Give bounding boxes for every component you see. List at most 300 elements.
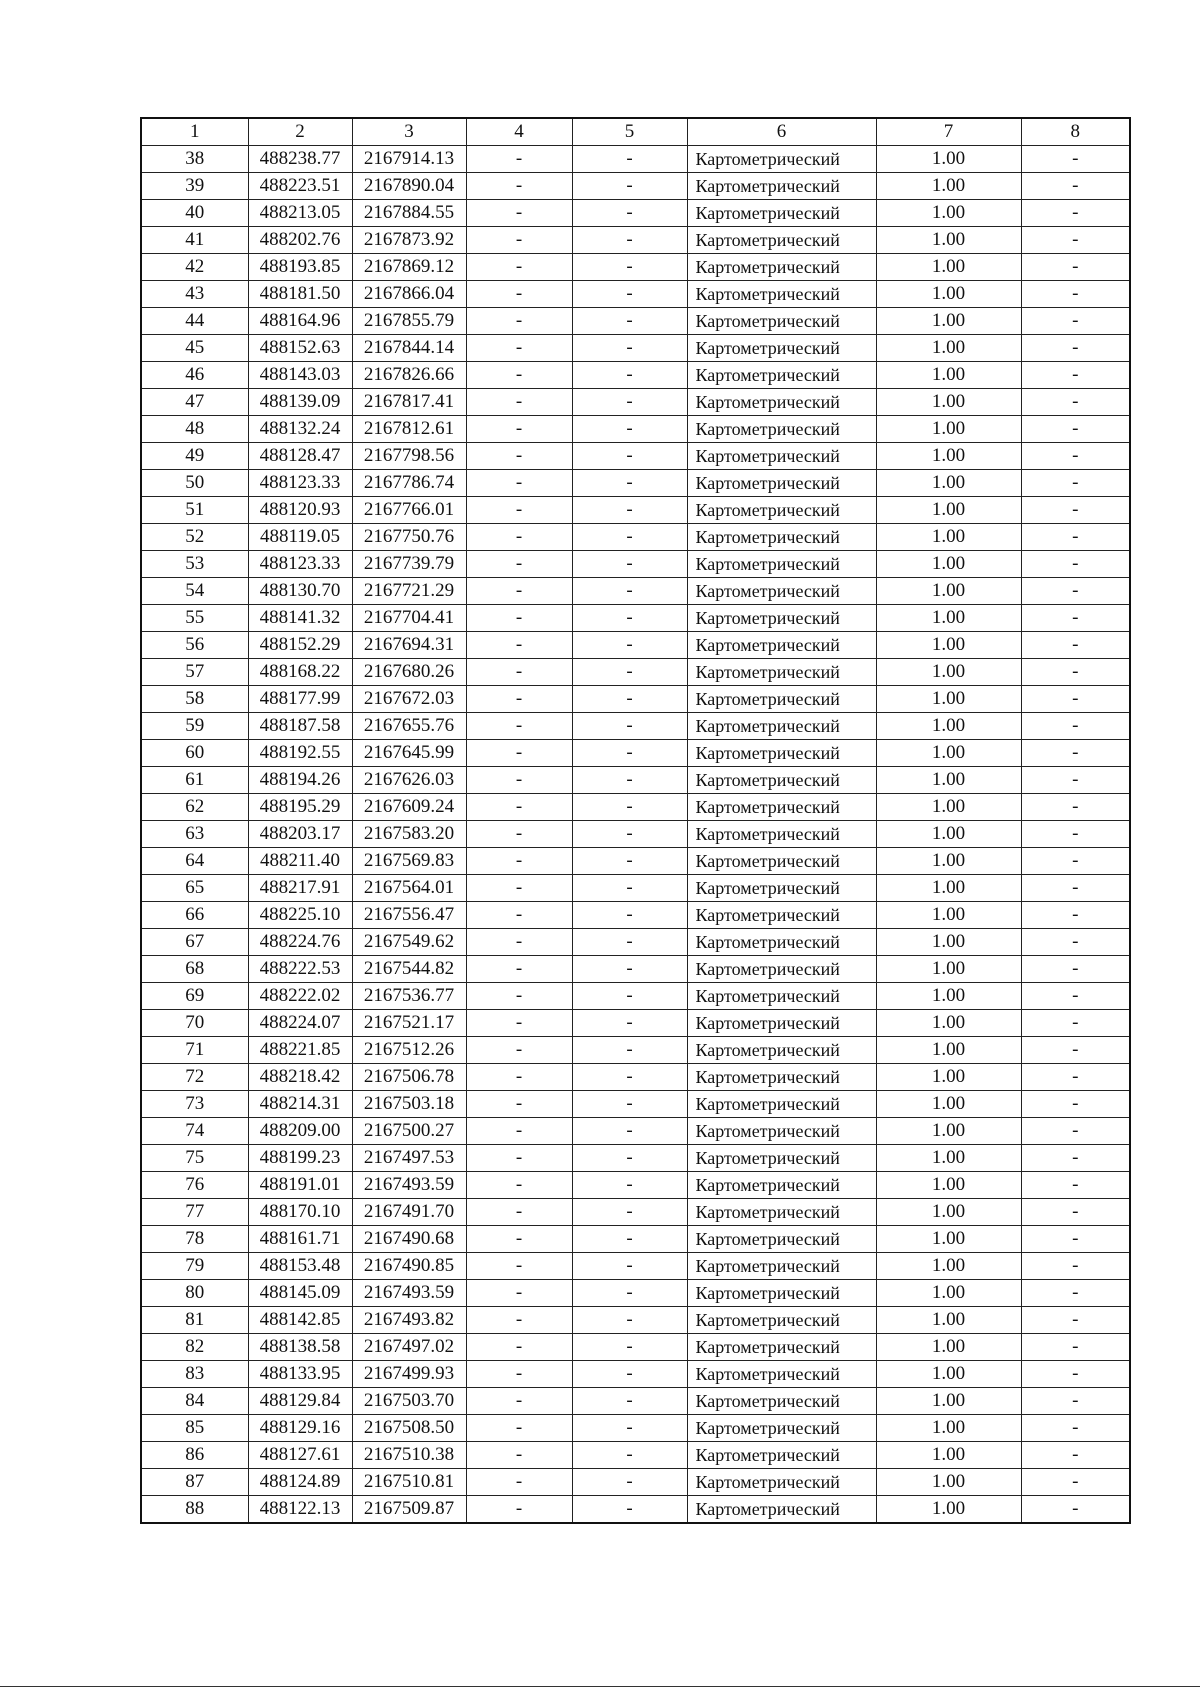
table-row	[141, 821, 1130, 848]
cell-col-5: -	[572, 1172, 687, 1199]
cell-method: Картометрический	[687, 740, 876, 767]
cell-y-coordinate: 2167512.26	[352, 1037, 466, 1064]
cell-method: Картометрический	[687, 335, 876, 362]
cell-col-4: -	[466, 983, 572, 1010]
table-body	[141, 146, 1130, 1524]
table-row	[141, 389, 1130, 416]
cell-col-8: -	[1021, 1118, 1130, 1145]
table-row	[141, 1307, 1130, 1334]
cell-point-number: 45	[141, 335, 248, 362]
cell-col-5: -	[572, 1307, 687, 1334]
cell-point-number: 43	[141, 281, 248, 308]
table-row	[141, 686, 1130, 713]
cell-col-8: -	[1021, 1226, 1130, 1253]
cell-method: Картометрический	[687, 1442, 876, 1469]
cell-x-coordinate: 488161.71	[248, 1226, 352, 1253]
cell-y-coordinate: 2167680.26	[352, 659, 466, 686]
cell-method: Картометрический	[687, 659, 876, 686]
cell-y-coordinate: 2167694.31	[352, 632, 466, 659]
cell-accuracy: 1.00	[876, 929, 1021, 956]
cell-method: Картометрический	[687, 1496, 876, 1524]
table-row	[141, 1415, 1130, 1442]
cell-col-4: -	[466, 443, 572, 470]
cell-x-coordinate: 488152.63	[248, 335, 352, 362]
cell-col-4: -	[466, 1334, 572, 1361]
cell-col-5: -	[572, 254, 687, 281]
cell-accuracy: 1.00	[876, 416, 1021, 443]
cell-accuracy: 1.00	[876, 821, 1021, 848]
cell-point-number: 78	[141, 1226, 248, 1253]
cell-col-5: -	[572, 200, 687, 227]
cell-col-5: -	[572, 1037, 687, 1064]
cell-col-4: -	[466, 875, 572, 902]
cell-method: Картометрический	[687, 632, 876, 659]
cell-col-5: -	[572, 740, 687, 767]
cell-method: Картометрический	[687, 524, 876, 551]
cell-col-4: -	[466, 1037, 572, 1064]
table-row	[141, 1037, 1130, 1064]
cell-x-coordinate: 488123.33	[248, 551, 352, 578]
cell-y-coordinate: 2167855.79	[352, 308, 466, 335]
cell-point-number: 66	[141, 902, 248, 929]
cell-col-5: -	[572, 1199, 687, 1226]
cell-accuracy: 1.00	[876, 335, 1021, 362]
table-row	[141, 1226, 1130, 1253]
cell-method: Картометрический	[687, 281, 876, 308]
cell-col-5: -	[572, 335, 687, 362]
cell-y-coordinate: 2167704.41	[352, 605, 466, 632]
cell-col-8: -	[1021, 1064, 1130, 1091]
cell-y-coordinate: 2167544.82	[352, 956, 466, 983]
cell-x-coordinate: 488209.00	[248, 1118, 352, 1145]
cell-col-4: -	[466, 929, 572, 956]
cell-x-coordinate: 488153.48	[248, 1253, 352, 1280]
cell-x-coordinate: 488194.26	[248, 767, 352, 794]
cell-point-number: 82	[141, 1334, 248, 1361]
cell-point-number: 76	[141, 1172, 248, 1199]
cell-accuracy: 1.00	[876, 740, 1021, 767]
header-cell-6: 6	[687, 118, 876, 146]
cell-y-coordinate: 2167564.01	[352, 875, 466, 902]
cell-col-4: -	[466, 1010, 572, 1037]
cell-x-coordinate: 488217.91	[248, 875, 352, 902]
cell-col-4: -	[466, 200, 572, 227]
cell-col-5: -	[572, 821, 687, 848]
cell-x-coordinate: 488187.58	[248, 713, 352, 740]
cell-point-number: 88	[141, 1496, 248, 1524]
cell-x-coordinate: 488218.42	[248, 1064, 352, 1091]
cell-x-coordinate: 488211.40	[248, 848, 352, 875]
cell-col-5: -	[572, 443, 687, 470]
cell-col-4: -	[466, 1361, 572, 1388]
cell-x-coordinate: 488145.09	[248, 1280, 352, 1307]
cell-col-4: -	[466, 686, 572, 713]
table-row	[141, 983, 1130, 1010]
table-row	[141, 1172, 1130, 1199]
cell-method: Картометрический	[687, 821, 876, 848]
cell-accuracy: 1.00	[876, 1442, 1021, 1469]
cell-y-coordinate: 2167508.50	[352, 1415, 466, 1442]
table-row	[141, 308, 1130, 335]
cell-y-coordinate: 2167493.59	[352, 1280, 466, 1307]
table-row	[141, 1091, 1130, 1118]
cell-method: Картометрический	[687, 416, 876, 443]
cell-col-4: -	[466, 1496, 572, 1524]
table-row	[141, 929, 1130, 956]
cell-col-8: -	[1021, 497, 1130, 524]
cell-point-number: 73	[141, 1091, 248, 1118]
cell-col-8: -	[1021, 1091, 1130, 1118]
cell-col-5: -	[572, 227, 687, 254]
cell-y-coordinate: 2167493.82	[352, 1307, 466, 1334]
cell-col-4: -	[466, 173, 572, 200]
cell-col-8: -	[1021, 956, 1130, 983]
table-row	[141, 767, 1130, 794]
table-row	[141, 1145, 1130, 1172]
cell-point-number: 51	[141, 497, 248, 524]
cell-y-coordinate: 2167626.03	[352, 767, 466, 794]
cell-y-coordinate: 2167645.99	[352, 740, 466, 767]
table-row	[141, 335, 1130, 362]
cell-method: Картометрический	[687, 605, 876, 632]
cell-y-coordinate: 2167493.59	[352, 1172, 466, 1199]
table-row	[141, 470, 1130, 497]
cell-y-coordinate: 2167721.29	[352, 578, 466, 605]
cell-col-4: -	[466, 335, 572, 362]
cell-col-8: -	[1021, 1280, 1130, 1307]
cell-method: Картометрический	[687, 767, 876, 794]
cell-col-5: -	[572, 1361, 687, 1388]
cell-y-coordinate: 2167786.74	[352, 470, 466, 497]
cell-col-8: -	[1021, 281, 1130, 308]
cell-method: Картометрический	[687, 254, 876, 281]
cell-col-8: -	[1021, 443, 1130, 470]
cell-accuracy: 1.00	[876, 956, 1021, 983]
cell-accuracy: 1.00	[876, 902, 1021, 929]
table-row	[141, 578, 1130, 605]
cell-col-4: -	[466, 497, 572, 524]
cell-y-coordinate: 2167890.04	[352, 173, 466, 200]
cell-x-coordinate: 488164.96	[248, 308, 352, 335]
cell-point-number: 57	[141, 659, 248, 686]
table-row	[141, 740, 1130, 767]
cell-point-number: 47	[141, 389, 248, 416]
cell-y-coordinate: 2167491.70	[352, 1199, 466, 1226]
cell-col-4: -	[466, 470, 572, 497]
cell-point-number: 77	[141, 1199, 248, 1226]
cell-col-4: -	[466, 524, 572, 551]
cell-x-coordinate: 488133.95	[248, 1361, 352, 1388]
cell-col-5: -	[572, 1118, 687, 1145]
cell-point-number: 38	[141, 146, 248, 173]
cell-col-5: -	[572, 1334, 687, 1361]
cell-col-5: -	[572, 767, 687, 794]
cell-y-coordinate: 2167583.20	[352, 821, 466, 848]
cell-accuracy: 1.00	[876, 1172, 1021, 1199]
cell-x-coordinate: 488214.31	[248, 1091, 352, 1118]
cell-x-coordinate: 488120.93	[248, 497, 352, 524]
cell-method: Картометрический	[687, 1172, 876, 1199]
cell-y-coordinate: 2167536.77	[352, 983, 466, 1010]
cell-accuracy: 1.00	[876, 767, 1021, 794]
cell-accuracy: 1.00	[876, 497, 1021, 524]
cell-y-coordinate: 2167503.70	[352, 1388, 466, 1415]
cell-point-number: 65	[141, 875, 248, 902]
cell-col-5: -	[572, 956, 687, 983]
cell-method: Картометрический	[687, 902, 876, 929]
table-row	[141, 1064, 1130, 1091]
header-cell-1: 1	[141, 118, 248, 146]
cell-col-5: -	[572, 1064, 687, 1091]
cell-col-8: -	[1021, 1469, 1130, 1496]
cell-point-number: 55	[141, 605, 248, 632]
cell-accuracy: 1.00	[876, 1307, 1021, 1334]
cell-method: Картометрический	[687, 1145, 876, 1172]
table-row	[141, 524, 1130, 551]
cell-col-4: -	[466, 605, 572, 632]
cell-y-coordinate: 2167569.83	[352, 848, 466, 875]
cell-col-5: -	[572, 1442, 687, 1469]
cell-point-number: 86	[141, 1442, 248, 1469]
table-row	[141, 1334, 1130, 1361]
cell-col-4: -	[466, 1226, 572, 1253]
cell-col-8: -	[1021, 1199, 1130, 1226]
cell-method: Картометрический	[687, 1199, 876, 1226]
cell-method: Картометрический	[687, 983, 876, 1010]
cell-x-coordinate: 488127.61	[248, 1442, 352, 1469]
cell-accuracy: 1.00	[876, 1064, 1021, 1091]
cell-col-4: -	[466, 713, 572, 740]
cell-point-number: 56	[141, 632, 248, 659]
cell-col-8: -	[1021, 362, 1130, 389]
table-row	[141, 1469, 1130, 1496]
cell-point-number: 63	[141, 821, 248, 848]
table-row	[141, 551, 1130, 578]
cell-col-4: -	[466, 416, 572, 443]
cell-point-number: 75	[141, 1145, 248, 1172]
cell-method: Картометрический	[687, 1469, 876, 1496]
cell-x-coordinate: 488225.10	[248, 902, 352, 929]
cell-col-4: -	[466, 659, 572, 686]
cell-y-coordinate: 2167844.14	[352, 335, 466, 362]
cell-x-coordinate: 488222.53	[248, 956, 352, 983]
cell-col-8: -	[1021, 821, 1130, 848]
cell-col-4: -	[466, 1145, 572, 1172]
cell-col-5: -	[572, 1415, 687, 1442]
cell-point-number: 70	[141, 1010, 248, 1037]
cell-col-5: -	[572, 470, 687, 497]
cell-x-coordinate: 488122.13	[248, 1496, 352, 1524]
cell-y-coordinate: 2167817.41	[352, 389, 466, 416]
cell-x-coordinate: 488192.55	[248, 740, 352, 767]
cell-point-number: 79	[141, 1253, 248, 1280]
cell-method: Картометрический	[687, 146, 876, 173]
table-row	[141, 902, 1130, 929]
cell-col-5: -	[572, 1496, 687, 1524]
cell-col-8: -	[1021, 524, 1130, 551]
cell-x-coordinate: 488221.85	[248, 1037, 352, 1064]
cell-point-number: 80	[141, 1280, 248, 1307]
cell-col-5: -	[572, 389, 687, 416]
coordinates-table	[140, 117, 1131, 1524]
cell-point-number: 54	[141, 578, 248, 605]
cell-col-8: -	[1021, 1415, 1130, 1442]
cell-col-8: -	[1021, 146, 1130, 173]
cell-col-8: -	[1021, 740, 1130, 767]
cell-accuracy: 1.00	[876, 470, 1021, 497]
cell-col-8: -	[1021, 1334, 1130, 1361]
cell-col-4: -	[466, 1388, 572, 1415]
table-row	[141, 497, 1130, 524]
cell-col-4: -	[466, 632, 572, 659]
cell-point-number: 68	[141, 956, 248, 983]
cell-point-number: 62	[141, 794, 248, 821]
cell-col-8: -	[1021, 794, 1130, 821]
table-row	[141, 605, 1130, 632]
table-row	[141, 1118, 1130, 1145]
cell-method: Картометрический	[687, 929, 876, 956]
cell-col-8: -	[1021, 1307, 1130, 1334]
cell-y-coordinate: 2167869.12	[352, 254, 466, 281]
header-cell-8: 8	[1021, 118, 1130, 146]
cell-y-coordinate: 2167490.68	[352, 1226, 466, 1253]
cell-y-coordinate: 2167556.47	[352, 902, 466, 929]
cell-accuracy: 1.00	[876, 281, 1021, 308]
cell-accuracy: 1.00	[876, 551, 1021, 578]
cell-x-coordinate: 488222.02	[248, 983, 352, 1010]
page-bottom-rule	[0, 1686, 1200, 1687]
cell-y-coordinate: 2167497.02	[352, 1334, 466, 1361]
cell-col-8: -	[1021, 686, 1130, 713]
table-row	[141, 848, 1130, 875]
cell-y-coordinate: 2167812.61	[352, 416, 466, 443]
cell-x-coordinate: 488130.70	[248, 578, 352, 605]
cell-x-coordinate: 488141.32	[248, 605, 352, 632]
table-row	[141, 1280, 1130, 1307]
cell-x-coordinate: 488138.58	[248, 1334, 352, 1361]
cell-method: Картометрический	[687, 1064, 876, 1091]
header-cell-5: 5	[572, 118, 687, 146]
cell-col-8: -	[1021, 335, 1130, 362]
cell-col-4: -	[466, 1253, 572, 1280]
cell-y-coordinate: 2167549.62	[352, 929, 466, 956]
table-row	[141, 1496, 1130, 1524]
cell-col-5: -	[572, 173, 687, 200]
cell-col-5: -	[572, 929, 687, 956]
cell-x-coordinate: 488177.99	[248, 686, 352, 713]
cell-method: Картометрический	[687, 686, 876, 713]
cell-col-8: -	[1021, 1145, 1130, 1172]
table-row	[141, 362, 1130, 389]
table-row	[141, 659, 1130, 686]
cell-method: Картометрический	[687, 1010, 876, 1037]
table-row	[141, 1442, 1130, 1469]
cell-x-coordinate: 488224.07	[248, 1010, 352, 1037]
cell-method: Картометрический	[687, 578, 876, 605]
cell-col-4: -	[466, 578, 572, 605]
cell-x-coordinate: 488213.05	[248, 200, 352, 227]
cell-method: Картометрический	[687, 227, 876, 254]
cell-y-coordinate: 2167739.79	[352, 551, 466, 578]
cell-point-number: 69	[141, 983, 248, 1010]
cell-y-coordinate: 2167766.01	[352, 497, 466, 524]
cell-col-4: -	[466, 1469, 572, 1496]
cell-accuracy: 1.00	[876, 1226, 1021, 1253]
cell-accuracy: 1.00	[876, 848, 1021, 875]
cell-point-number: 71	[141, 1037, 248, 1064]
cell-col-4: -	[466, 848, 572, 875]
cell-col-8: -	[1021, 1496, 1130, 1524]
cell-y-coordinate: 2167798.56	[352, 443, 466, 470]
table-row	[141, 1010, 1130, 1037]
cell-accuracy: 1.00	[876, 578, 1021, 605]
cell-method: Картометрический	[687, 1307, 876, 1334]
cell-x-coordinate: 488224.76	[248, 929, 352, 956]
cell-method: Картометрический	[687, 1118, 876, 1145]
cell-col-4: -	[466, 821, 572, 848]
table-row	[141, 956, 1130, 983]
cell-col-5: -	[572, 686, 687, 713]
cell-method: Картометрический	[687, 362, 876, 389]
cell-col-4: -	[466, 956, 572, 983]
cell-accuracy: 1.00	[876, 713, 1021, 740]
cell-point-number: 41	[141, 227, 248, 254]
cell-col-4: -	[466, 1280, 572, 1307]
cell-method: Картометрический	[687, 200, 876, 227]
cell-col-4: -	[466, 1199, 572, 1226]
cell-col-4: -	[466, 362, 572, 389]
cell-method: Картометрический	[687, 1334, 876, 1361]
cell-col-8: -	[1021, 875, 1130, 902]
cell-method: Картометрический	[687, 443, 876, 470]
cell-point-number: 83	[141, 1361, 248, 1388]
cell-col-8: -	[1021, 470, 1130, 497]
table-row	[141, 1388, 1130, 1415]
cell-point-number: 46	[141, 362, 248, 389]
cell-col-4: -	[466, 1307, 572, 1334]
table-row	[141, 227, 1130, 254]
cell-x-coordinate: 488132.24	[248, 416, 352, 443]
cell-col-5: -	[572, 146, 687, 173]
cell-col-5: -	[572, 1091, 687, 1118]
cell-x-coordinate: 488168.22	[248, 659, 352, 686]
cell-col-5: -	[572, 848, 687, 875]
cell-col-5: -	[572, 902, 687, 929]
cell-accuracy: 1.00	[876, 1280, 1021, 1307]
cell-method: Картометрический	[687, 713, 876, 740]
cell-x-coordinate: 488181.50	[248, 281, 352, 308]
cell-method: Картометрический	[687, 1226, 876, 1253]
cell-col-5: -	[572, 659, 687, 686]
cell-col-5: -	[572, 416, 687, 443]
cell-point-number: 81	[141, 1307, 248, 1334]
cell-col-5: -	[572, 578, 687, 605]
table-row	[141, 794, 1130, 821]
cell-point-number: 44	[141, 308, 248, 335]
cell-col-4: -	[466, 1118, 572, 1145]
table-row	[141, 281, 1130, 308]
cell-col-4: -	[466, 902, 572, 929]
table-row	[141, 1361, 1130, 1388]
cell-col-5: -	[572, 551, 687, 578]
cell-col-4: -	[466, 308, 572, 335]
cell-col-8: -	[1021, 200, 1130, 227]
cell-accuracy: 1.00	[876, 146, 1021, 173]
cell-method: Картометрический	[687, 173, 876, 200]
cell-col-8: -	[1021, 1010, 1130, 1037]
cell-col-5: -	[572, 713, 687, 740]
cell-col-5: -	[572, 497, 687, 524]
